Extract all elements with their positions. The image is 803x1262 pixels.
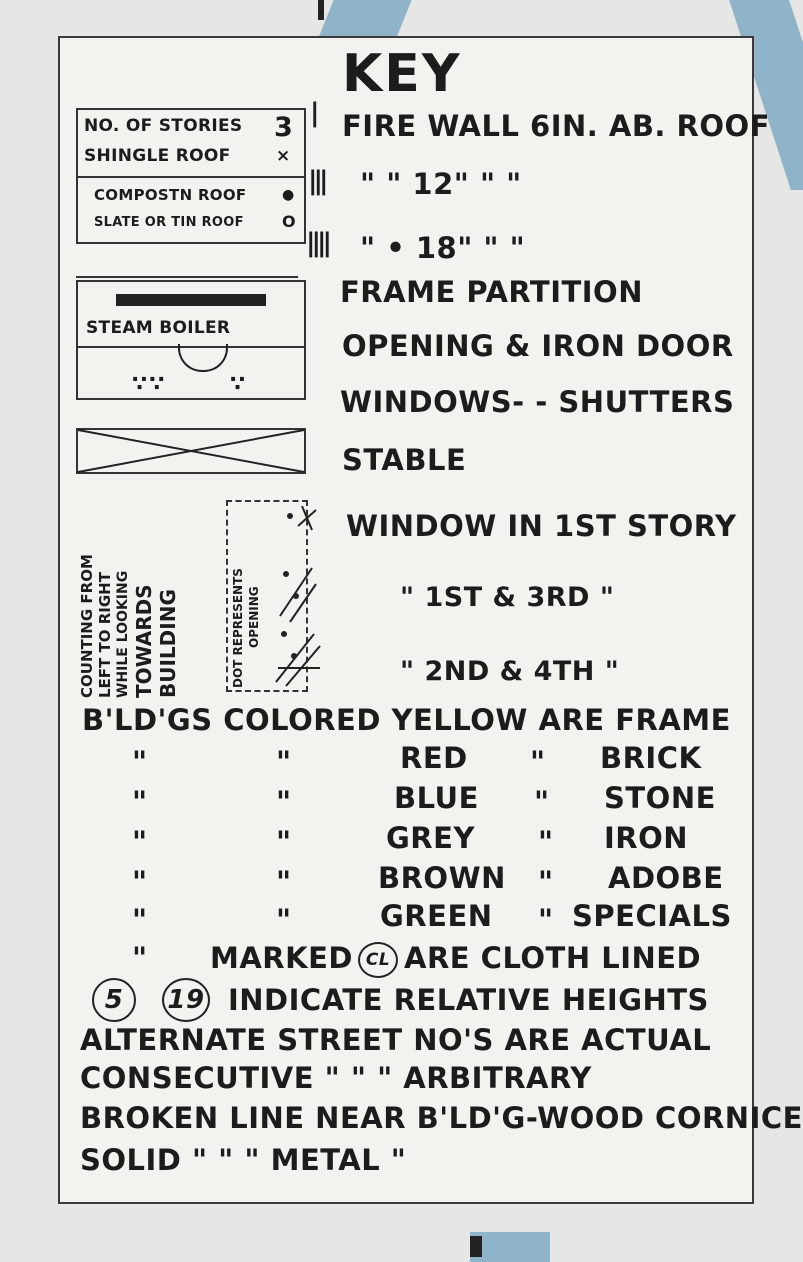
color-row-sep: " bbox=[534, 785, 550, 819]
stable-x-icon bbox=[76, 428, 306, 474]
color-name-green: GREEN bbox=[380, 899, 493, 933]
map-line-fragment-top bbox=[318, 0, 324, 20]
dot-note-line-1: DOT REPRESENTS bbox=[231, 568, 245, 688]
composition-roof-label: COMPOSTN ROOF bbox=[94, 186, 247, 204]
map-line-fragment-bottom bbox=[470, 1236, 482, 1257]
iron-door-symbol bbox=[116, 294, 266, 306]
key-title: KEY bbox=[342, 44, 462, 104]
relative-height-5: 5 bbox=[92, 978, 136, 1022]
shutters-symbol: ∵ bbox=[230, 372, 246, 397]
steam-boiler-label: STEAM BOILER bbox=[86, 318, 231, 338]
color-name-blue: BLUE bbox=[394, 781, 479, 815]
material-brick: BRICK bbox=[600, 741, 702, 775]
cloth-lined-after: ARE CLOTH LINED bbox=[404, 941, 702, 975]
slate-tin-roof-label: SLATE OR TIN ROOF bbox=[94, 215, 244, 230]
counting-note-line-5: BUILDING bbox=[156, 589, 180, 698]
dot-note-line-2: OPENING bbox=[247, 586, 261, 648]
wood-cornice-note: BROKEN LINE NEAR B'LD'G-WOOD CORNICE bbox=[80, 1101, 803, 1135]
colors-heading: B'LD'GS COLORED YELLOW ARE FRAME bbox=[82, 703, 731, 737]
map-water-fragment-bottom bbox=[470, 1232, 550, 1262]
fire-wall-12in-symbol: ||| bbox=[308, 166, 325, 196]
shingle-roof-label: SHINGLE ROOF bbox=[84, 146, 231, 166]
alternate-street-numbers-note: ALTERNATE STREET NO'S ARE ACTUAL bbox=[80, 1023, 712, 1057]
cloth-lined-symbol: CL bbox=[358, 942, 398, 978]
map-key-panel bbox=[58, 36, 803, 1204]
color-row-sep: " bbox=[530, 745, 546, 779]
color-row-q2: " bbox=[276, 825, 292, 859]
color-row-q2: " bbox=[276, 903, 292, 937]
consecutive-street-numbers-note: CONSECUTIVE " " " ARBITRARY bbox=[80, 1061, 592, 1095]
color-row-q2: " bbox=[276, 865, 292, 899]
color-row-q2: " bbox=[276, 745, 292, 779]
composition-roof-symbol: ● bbox=[282, 187, 295, 203]
map-water-fragment-top bbox=[318, 0, 411, 38]
color-row-q1: " bbox=[132, 865, 148, 899]
color-row-sep: " bbox=[538, 865, 554, 899]
cloth-lined-quote: " bbox=[132, 941, 148, 975]
color-row-q2: " bbox=[276, 785, 292, 819]
fire-wall-18in-label: " • 18" " " bbox=[360, 231, 526, 265]
shingle-roof-symbol: × bbox=[276, 146, 291, 166]
relative-height-19: 19 bbox=[162, 978, 210, 1022]
windows-shutters-label: WINDOWS- - SHUTTERS bbox=[340, 385, 735, 419]
color-row-q1: " bbox=[132, 903, 148, 937]
material-adobe: ADOBE bbox=[608, 861, 724, 895]
fire-wall-18in-symbol: |||| bbox=[306, 228, 328, 258]
color-row-sep: " bbox=[538, 903, 554, 937]
fire-wall-6in-label: FIRE WALL 6IN. AB. ROOF bbox=[342, 109, 770, 143]
fire-wall-6in-symbol: | bbox=[310, 98, 316, 128]
color-name-brown: BROWN bbox=[378, 861, 506, 895]
color-row-sep: " bbox=[538, 825, 554, 859]
color-row-q1: " bbox=[132, 785, 148, 819]
fire-wall-12in-label: " " 12" " " bbox=[360, 167, 522, 201]
windows-symbol: ∵∵ bbox=[132, 372, 167, 397]
color-row-q1: " bbox=[132, 745, 148, 779]
metal-cornice-note: SOLID " " " METAL " bbox=[80, 1143, 407, 1177]
window-1st-3rd-label: " 1ST & 3RD " bbox=[400, 582, 615, 613]
counting-note-line-3: WHILE LOOKING bbox=[115, 570, 131, 698]
no-of-stories-symbol: 3 bbox=[274, 112, 294, 143]
window-2nd-4th-label: " 2ND & 4TH " bbox=[400, 656, 620, 687]
color-name-red: RED bbox=[400, 741, 468, 775]
color-row-q1: " bbox=[132, 825, 148, 859]
frame-partition-label: FRAME PARTITION bbox=[340, 275, 643, 309]
material-stone: STONE bbox=[604, 781, 716, 815]
counting-note-line-4: TOWARDS bbox=[132, 584, 156, 698]
window-1st-story-label: WINDOW IN 1ST STORY bbox=[346, 509, 737, 543]
relative-heights-label: INDICATE RELATIVE HEIGHTS bbox=[228, 983, 709, 1017]
counting-note-line-1: COUNTING FROM bbox=[78, 554, 96, 698]
material-specials: SPECIALS bbox=[572, 899, 732, 933]
frame-partition-line bbox=[76, 276, 298, 278]
opening-iron-door-label: OPENING & IRON DOOR bbox=[342, 329, 734, 363]
no-of-stories-label: NO. OF STORIES bbox=[84, 116, 243, 136]
material-iron: IRON bbox=[604, 821, 689, 855]
cloth-lined-before: MARKED bbox=[210, 941, 353, 975]
stable-label: STABLE bbox=[342, 443, 467, 477]
counting-note-line-2: LEFT TO RIGHT bbox=[96, 572, 114, 698]
window-story-symbols bbox=[272, 506, 328, 690]
slate-tin-roof-symbol: O bbox=[282, 212, 296, 231]
color-name-grey: GREY bbox=[386, 821, 475, 855]
